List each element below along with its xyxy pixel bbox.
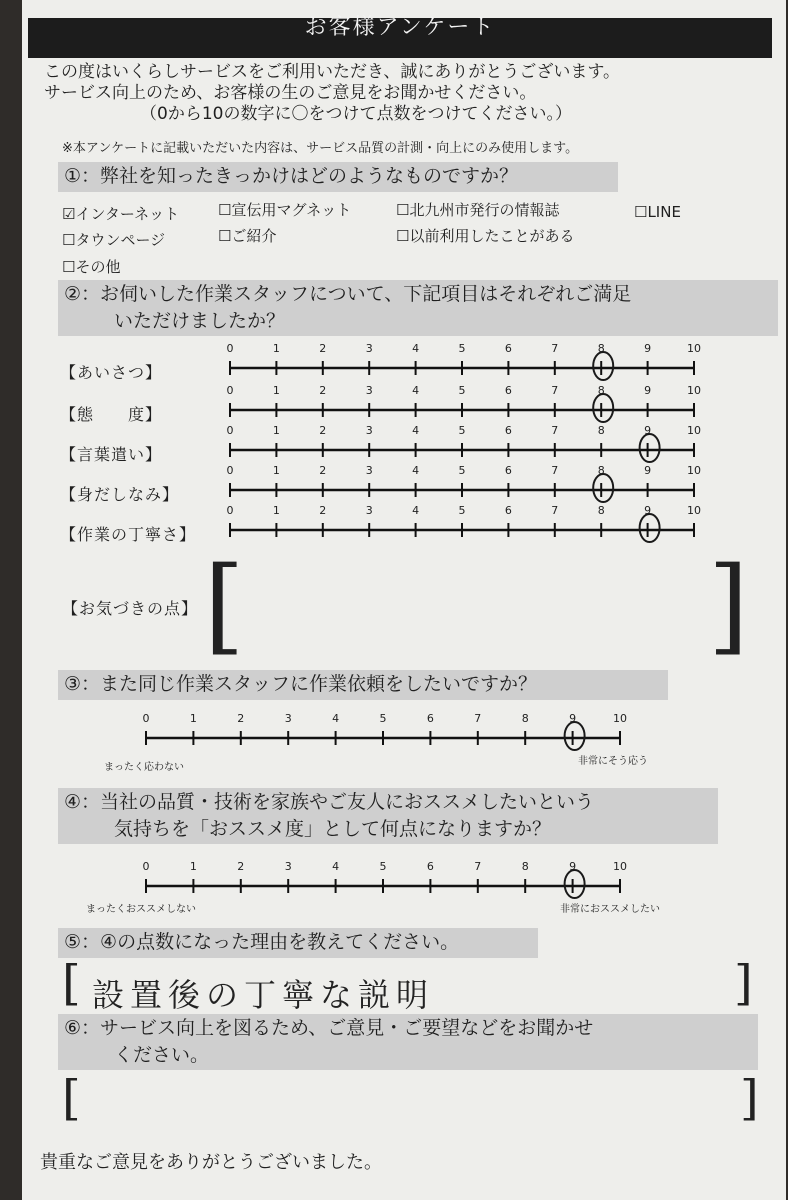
q3-selected-circle[interactable] [565,722,585,750]
q2-row-tick-label: 9 [644,342,652,355]
checked-box-icon[interactable]: ☑ [62,205,76,223]
q4-tick-label: 7 [474,860,482,873]
q2-row-selected-circle[interactable] [593,394,613,422]
q2-row-tick-label: 0 [226,342,234,355]
q6-bracket-left: [ [62,1070,81,1126]
q5-answer[interactable]: 設置後の丁寧な説明 [92,976,435,1014]
q3-scale [134,700,654,760]
q3-tick-label: 7 [474,712,482,725]
q2-row-tick-label: 8 [597,424,605,437]
q2-row-tick-label: 4 [412,504,420,517]
q4-tick-label: 3 [284,860,292,873]
checkbox-icon[interactable]: ☐ [218,201,232,219]
q2-row-tick-label: 5 [458,384,466,397]
q2-row-tick-label: 9 [644,384,652,397]
thanks-message: 貴重なご意見をありがとうございました。 [40,1152,382,1173]
q1-option[interactable] [396,199,559,220]
q3-tick-label: 0 [142,712,150,725]
rating-row-scale [222,384,712,428]
q2-row-tick-label: 7 [551,424,559,437]
q2-row-tick-label: 6 [504,464,512,477]
q2-row-tick-label: 10 [687,464,701,477]
q2-row-selected-circle[interactable] [593,474,613,502]
checkbox-icon[interactable]: ☐ [634,203,648,221]
q2-row-tick-label: 1 [272,342,280,355]
q1-option[interactable] [62,229,165,250]
q1-question: ①：弊社を知ったきっかけはどのようなものですか？ [64,165,519,187]
checkbox-icon[interactable]: ☐ [62,231,76,249]
q2-row-tick-label: 3 [365,504,373,517]
q2-band [58,280,778,336]
q4-band [58,788,718,844]
q2-row-tick-label: 3 [365,464,373,477]
q5-bracket-right: ] [734,955,753,1011]
comment-field[interactable] [242,575,702,635]
q2-row-tick-label: 2 [319,464,327,477]
q2-row-tick-label: 10 [687,424,701,437]
q2-row-tick-label: 1 [272,424,280,437]
q3-question: ③：また同じ作業スタッフに作業依頼をしたいですか？ [64,673,538,695]
q2-row-tick-label: 9 [644,464,652,477]
q2-row-tick-label: 5 [458,424,466,437]
q1-option[interactable] [634,203,681,221]
q2-row-tick-label: 10 [687,342,701,355]
q3-tick-label: 3 [284,712,292,725]
q4-selected-circle[interactable] [565,870,585,898]
q2-row-selected-circle[interactable] [640,514,660,542]
q2-row-tick-label: 1 [272,384,280,397]
q2-row-selected-circle[interactable] [640,434,660,462]
q3-tick-label: 10 [613,712,627,725]
comment-bracket-right: ] [708,544,749,666]
q3-high-label: 非常にそう応う [578,756,648,767]
rating-row-scale [222,424,712,468]
rating-row-scale [222,342,712,386]
q3-tick-label: 6 [426,712,434,725]
q2-row-tick-label: 5 [458,342,466,355]
q3-tick-label: 1 [189,712,197,725]
q2-row-tick-label: 7 [551,464,559,477]
q2-row-tick-label: 0 [226,424,234,437]
q2-row-tick-label: 4 [412,464,420,477]
intro-line-3: （0から10の数字に〇をつけて点数をつけてください。） [140,104,572,124]
q1-option-label: タウンページ [75,231,166,249]
rating-row-scale [222,464,712,508]
q3-tick-label: 9 [569,712,577,725]
q2-question-line-1: ②：お伺いした作業スタッフについて、下記項目はそれぞれご満足 [64,283,632,305]
header-title: お客様アンケート [304,15,496,40]
q2-row-tick-label: 4 [412,424,420,437]
q4-tick-label: 4 [332,860,340,873]
checkbox-icon[interactable]: ☐ [396,201,410,219]
q2-row-tick-label: 8 [597,504,605,517]
q2-row-selected-circle[interactable] [593,352,613,380]
comment-bracket-left: [ [204,544,245,666]
q3-tick-label: 2 [237,712,245,725]
q4-tick-label: 0 [142,860,150,873]
q2-row-tick-label: 1 [272,464,280,477]
q1-option-label: LINE [647,203,681,221]
q1-option[interactable] [218,199,351,220]
q2-row-tick-label: 6 [504,342,512,355]
q2-row-tick-label: 8 [597,342,605,355]
q2-row-tick-label: 6 [504,504,512,517]
q4-scale [134,848,654,908]
q4-tick-label: 9 [569,860,577,873]
intro-line-2: サービス向上のため、お客様の生のご意見をお聞かせください。 [44,83,537,103]
rating-row-scale [222,504,712,548]
q6-question-line-1: ⑥：サービス向上を図るため、ご意見・ご要望などをお聞かせ [64,1017,594,1039]
q2-row-tick-label: 0 [226,384,234,397]
q4-question-line-1: ④：当社の品質・技術を家族やご友人におススメしたいという [64,791,595,813]
q3-tick-label: 4 [332,712,340,725]
q1-option-label: インターネット [75,205,180,223]
q5-band [58,928,538,958]
q6-question-line-2: ください。 [114,1044,210,1066]
q2-row-tick-label: 8 [597,384,605,397]
q2-row-tick-label: 7 [551,384,559,397]
q2-row-tick-label: 8 [597,464,605,477]
q2-row-tick-label: 9 [644,424,652,437]
q2-row-tick-label: 2 [319,384,327,397]
q1-option-label: 以前利用したことがある [409,227,575,245]
q4-low-label: まったくおススメしない [86,904,196,915]
q2-row-tick-label: 2 [319,342,327,355]
q6-band [58,1014,758,1070]
q5-question: ⑤：④の点数になった理由を教えてください。 [64,931,460,953]
q2-row-tick-label: 7 [551,342,559,355]
q4-tick-label: 2 [237,860,245,873]
q2-row-tick-label: 10 [687,384,701,397]
q2-row-tick-label: 3 [365,342,373,355]
q2-row-tick-label: 4 [412,384,420,397]
rating-row-label: 【身だしなみ】 [60,485,180,504]
q3-low-label: まったく応わない [104,762,184,773]
q3-tick-label: 8 [521,712,529,725]
usage-note: ※本アンケートに記載いただいた内容は、サービス品質の計測・向上にのみ使用します。 [62,141,579,156]
q2-row-tick-label: 4 [412,342,420,355]
rating-row-label: 【態 度】 [60,405,163,424]
q2-row-tick-label: 0 [226,504,234,517]
q2-row-tick-label: 5 [458,504,466,517]
q4-tick-label: 5 [379,860,387,873]
q4-question-line-2: 気持ちを「おススメ度」として何点になりますか？ [114,818,552,840]
survey-sheet [22,0,786,1200]
q4-tick-label: 8 [521,860,529,873]
rating-row-label: 【作業の丁寧さ】 [60,525,197,544]
q1-option[interactable] [218,225,276,246]
q1-band [58,162,618,192]
q2-row-tick-label: 3 [365,384,373,397]
comment-label: 【お気づきの点】 [62,599,199,618]
q4-tick-label: 6 [426,860,434,873]
q1-option[interactable] [62,203,179,224]
q6-answer[interactable] [92,1075,722,1119]
q1-option-label: ご紹介 [231,227,277,245]
checkbox-icon[interactable]: ☐ [62,258,76,276]
q5-bracket-left: [ [62,955,81,1011]
q2-row-tick-label: 5 [458,464,466,477]
q2-row-tick-label: 0 [226,464,234,477]
q1-option[interactable] [62,256,120,277]
checkbox-icon[interactable]: ☐ [218,227,232,245]
q4-high-label: 非常におススメしたい [560,904,660,915]
q1-option-label: 宣伝用マグネット [231,201,352,219]
q2-question-line-2: いただけましたか？ [114,310,286,332]
rating-row-label: 【言葉遣い】 [60,445,163,464]
q1-option-label: 北九州市発行の情報誌 [409,201,560,219]
q2-row-tick-label: 3 [365,424,373,437]
q2-row-tick-label: 7 [551,504,559,517]
q1-option-label: その他 [75,258,121,276]
q2-row-tick-label: 6 [504,384,512,397]
q2-row-tick-label: 9 [644,504,652,517]
header-bar [28,15,772,58]
rating-row-label: 【あいさつ】 [60,363,163,382]
checkbox-icon[interactable]: ☐ [396,227,410,245]
q4-tick-label: 1 [189,860,197,873]
q2-row-tick-label: 2 [319,504,327,517]
intro-line-1: この度はいくらしサービスをご利用いただき、誠にありがとうございます。 [44,62,620,82]
q2-row-tick-label: 2 [319,424,327,437]
q2-row-tick-label: 10 [687,504,701,517]
q1-option[interactable] [396,225,574,246]
q2-row-tick-label: 6 [504,424,512,437]
q3-tick-label: 5 [379,712,387,725]
q3-band [58,670,668,700]
q2-row-tick-label: 1 [272,504,280,517]
q4-tick-label: 10 [613,860,627,873]
q6-bracket-right: ] [740,1070,759,1126]
